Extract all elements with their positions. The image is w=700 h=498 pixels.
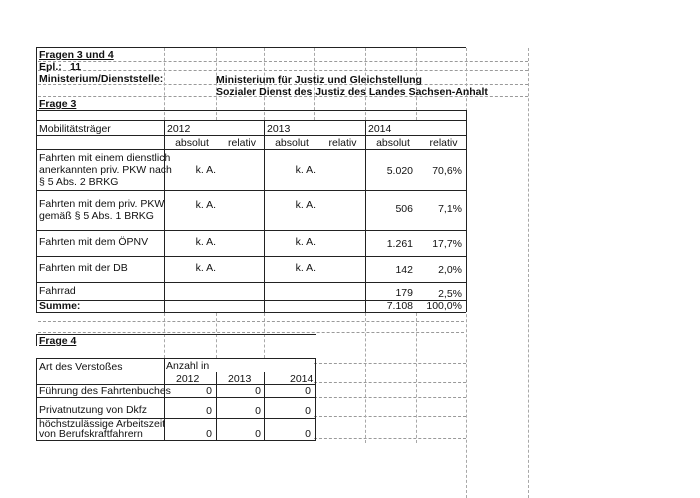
frage3-title: Frage 3 [39, 98, 77, 110]
absolut-2012-header: absolut [175, 137, 209, 149]
year-2013-header: 2013 [267, 123, 291, 135]
f4-year-2014: 2014 [290, 373, 314, 385]
dienststelle-name: Sozialer Dienst des Justiz des Landes Sachsen-Anhalt [216, 86, 488, 98]
relativ-2012-header: relativ [227, 137, 256, 149]
epl-value: 11 [70, 61, 82, 73]
sum-absolut-2014: 7.108 [386, 300, 413, 312]
epl-label: Epl.: [39, 61, 62, 73]
absolut-2014-header: absolut [376, 137, 410, 149]
anzahl-header: Anzahl in [166, 360, 210, 372]
ministerium-label: Ministerium/Dienststelle: [39, 73, 164, 85]
ministerium-name: Ministerium für Justiz und Gleichstellung [216, 74, 422, 86]
f4-year-2013: 2013 [228, 373, 252, 385]
year-2012-header: 2012 [167, 123, 191, 135]
absolut-2013-header: absolut [275, 137, 309, 149]
sum-relativ-2014: 100,0% [426, 300, 462, 312]
verstoss-header: Art des Verstoßes [39, 361, 123, 373]
page-title: Fragen 3 und 4 [39, 49, 114, 61]
year-2014-header: 2014 [368, 123, 392, 135]
sum-label: Summe: [39, 300, 81, 312]
mobilitaetstraeger-header: Mobilitätsträger [39, 123, 111, 135]
frage4-title: Frage 4 [39, 335, 77, 347]
relativ-2014-header: relativ [429, 137, 458, 149]
relativ-2013-header: relativ [328, 137, 357, 149]
f4-year-2012: 2012 [176, 373, 200, 385]
